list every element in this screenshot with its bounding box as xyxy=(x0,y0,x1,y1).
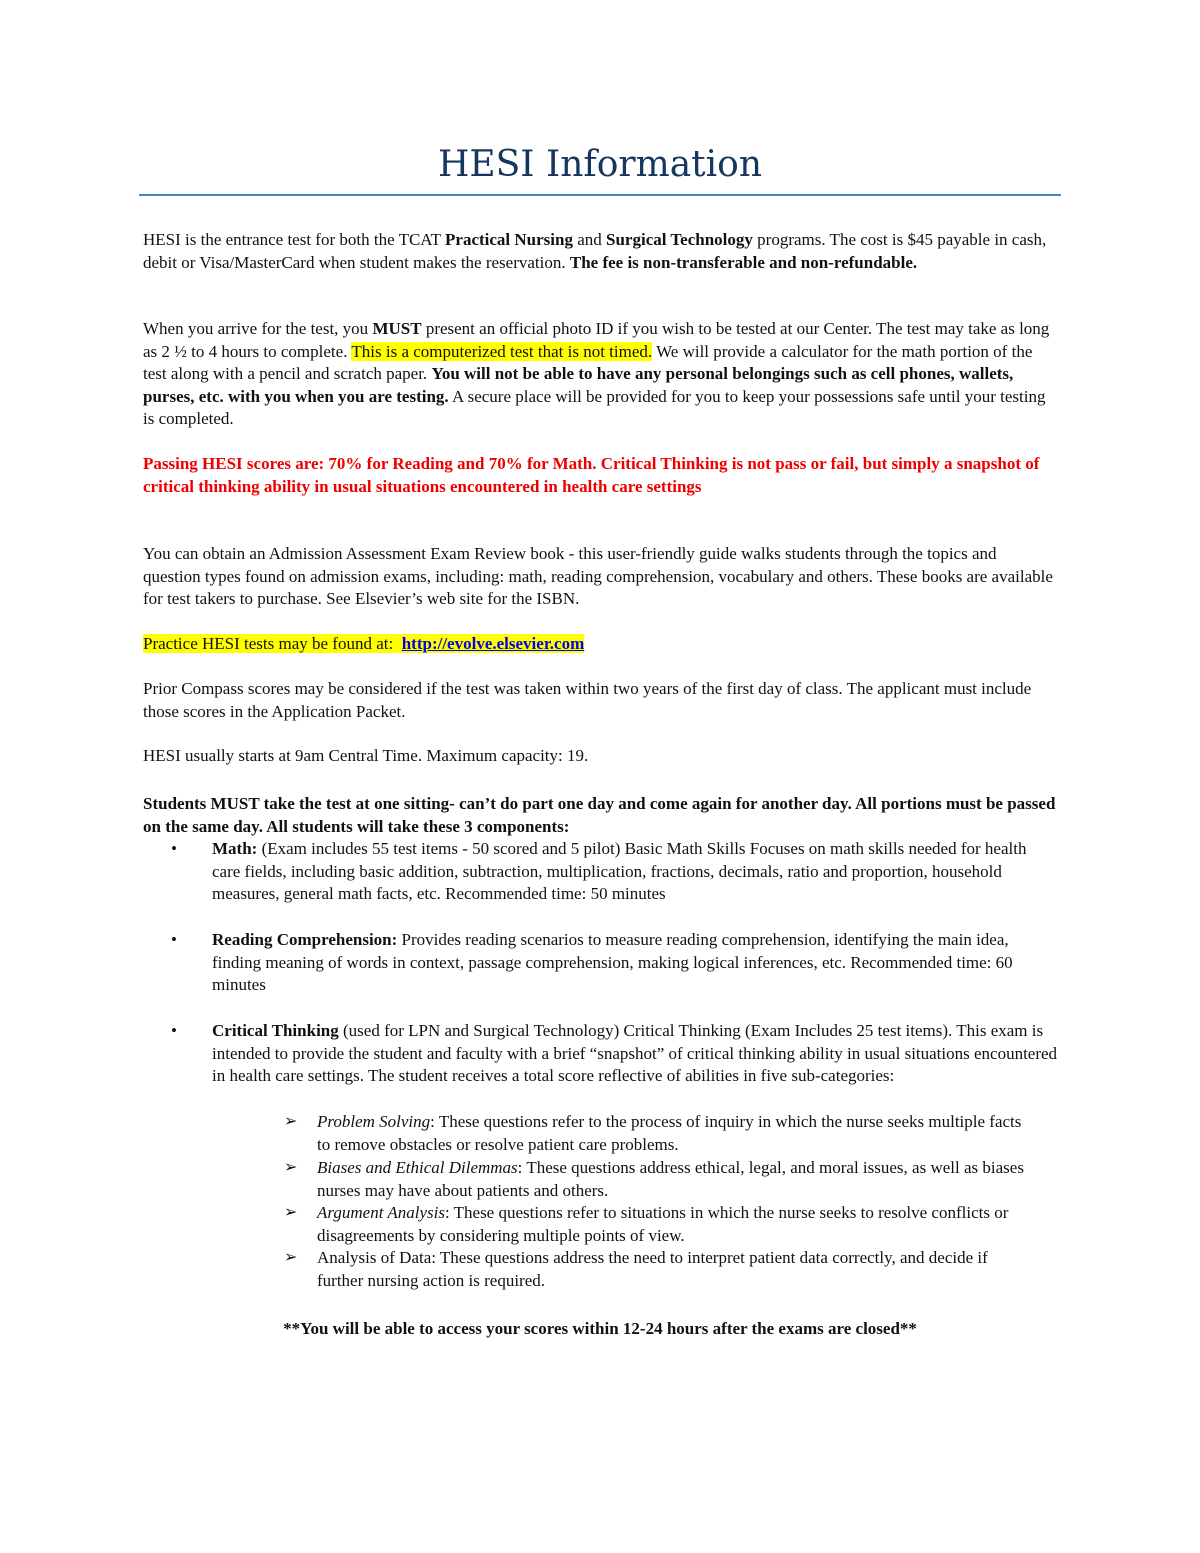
surgical-technology-label: Surgical Technology xyxy=(606,230,753,249)
intro-text-2: and xyxy=(572,230,607,249)
arrow-bullet-icon: ➢ xyxy=(284,1249,298,1266)
component-math xyxy=(212,838,1058,906)
subcategory-name: Problem Solving xyxy=(317,1112,431,1131)
subcategory-text: : These questions address ethical, legal, and moral issues, as well as biases nurses may have about patients and others. xyxy=(317,1158,1024,1200)
score-access-note: **You will be able to access your scores within 12-24 hours after the exams are closed** xyxy=(283,1319,917,1338)
subcategory-data-analysis xyxy=(317,1247,1037,1292)
practice-tests-paragraph xyxy=(143,633,1058,656)
arrow-bullet-icon: ➢ xyxy=(284,1204,298,1221)
must-emphasis: MUST xyxy=(372,319,422,338)
intro-paragraph xyxy=(143,229,1058,274)
component-text: (Exam includes 55 test items - 50 scored and 5 pilot) Basic Math Skills Focuses on math skills needed for health care fields, including basic addition, subtraction, multiplication, fractions, decimals, ratio and proportion, household measures, general math facts, etc. Recommended time: 50 minutes xyxy=(212,839,1027,903)
arrival-text-4: A secure place will be provided for you to keep your possessions safe until your testing is completed. xyxy=(143,386,1046,428)
bullet-icon: • xyxy=(171,1021,177,1040)
arrival-paragraph xyxy=(143,318,1058,431)
subcategory-name: Biases and Ethical Dilemmas xyxy=(317,1158,518,1177)
arrow-bullet-icon: ➢ xyxy=(284,1159,298,1176)
arrival-text-1: When you arrive for the test, you xyxy=(143,319,373,338)
schedule-paragraph: HESI usually starts at 9am Central Time. Maximum capacity: 19. xyxy=(143,746,589,765)
component-critical-thinking xyxy=(212,1020,1058,1088)
component-name: Math: xyxy=(212,839,258,858)
arrival-text-3: We will provide a calculator for the math portion of the test along with a pencil and scratch paper. xyxy=(143,341,1033,383)
evolve-link[interactable]: http://evolve.elsevier.com xyxy=(401,634,585,653)
bullet-icon: • xyxy=(171,839,177,858)
compass-scores-paragraph: Prior Compass scores may be considered if the test was taken within two years of the first day of class. The applicant must include those scores in the Application Packet. xyxy=(143,679,1032,721)
subcategory-argument-analysis xyxy=(317,1202,1037,1247)
intro-text-3: programs. The cost is $45 payable in cash, debit or Visa/MasterCard when student makes the reservation. xyxy=(143,230,1047,272)
arrow-bullet-icon: ➢ xyxy=(284,1113,298,1130)
component-name: Critical Thinking xyxy=(212,1021,339,1040)
subcategory-biases-ethics xyxy=(317,1157,1037,1202)
bullet-icon: • xyxy=(171,930,177,949)
sitting-requirements: Students MUST take the test at one sitting- can’t do part one day and come again for another day. All portions must be passed on the same day. All students will take these 3 components: xyxy=(143,794,1056,836)
component-name: Reading Comprehension: xyxy=(212,930,398,949)
review-book-paragraph: You can obtain an Admission Assessment Exam Review book - this user-friendly guide walks students through the topics and question types found on admission exams, including: math, reading comprehension, vocabulary and others. These books are available for test takers to purchase. See Elsevier’s web site for the ISBN. xyxy=(143,544,1053,608)
intro-text-1: HESI is the entrance test for both the TCAT xyxy=(143,230,446,249)
not-timed-highlight: This is a computerized test that is not timed. xyxy=(351,341,653,361)
arrival-text-2: present an official photo ID if you wish to be tested at our Center. The test may take as long as 2 ½ to 4 hours to complete. xyxy=(143,319,1050,361)
subcategory-text: : These questions refer to the process of inquiry in which the nurse seeks multiple facts to remove obstacles or resolve patient care problems. xyxy=(317,1112,1022,1154)
component-text: Provides reading scenarios to measure reading comprehension, identifying the main idea, finding meaning of words in context, passage comprehension, making logical inferences, etc. Recommended time: 60 minutes xyxy=(212,930,1013,994)
subcategory-problem-solving xyxy=(317,1111,1037,1156)
component-text: (used for LPN and Surgical Technology) Critical Thinking (Exam Includes 25 test items). This exam is intended to provide the student and faculty with a brief “snapshot” of critical thinking ability in usual situations encountered in health care settings. The student receives a total score reflective of abilities in five sub-categories: xyxy=(212,1021,1058,1085)
title-divider xyxy=(139,194,1061,196)
component-reading xyxy=(212,929,1058,997)
belongings-notice: You will not be able to have any personal belongings such as cell phones, wallets, purses, etc. with you when you are testing. xyxy=(143,364,1014,406)
subcategory-text: Analysis of Data: These questions address the need to interpret patient data correctly, and decide if further nursing action is required. xyxy=(317,1248,988,1290)
fee-notice: The fee is non-transferable and non-refundable. xyxy=(569,252,918,272)
subcategory-text: : These questions refer to situations in which the nurse seeks to resolve conflicts or disagreements by considering multiple points of view. xyxy=(317,1203,1009,1245)
passing-scores-notice: Passing HESI scores are: 70% for Reading and 70% for Math. Critical Thinking is not pass or fail, but simply a snapshot of critical thinking ability in usual situations encountered in health care settings xyxy=(143,454,1040,496)
practice-tests-label: Practice HESI tests may be found at: xyxy=(143,634,394,653)
page-title: HESI Information xyxy=(437,144,763,185)
subcategory-name: Argument Analysis xyxy=(317,1203,445,1222)
practical-nursing-label: Practical Nursing xyxy=(445,230,573,249)
